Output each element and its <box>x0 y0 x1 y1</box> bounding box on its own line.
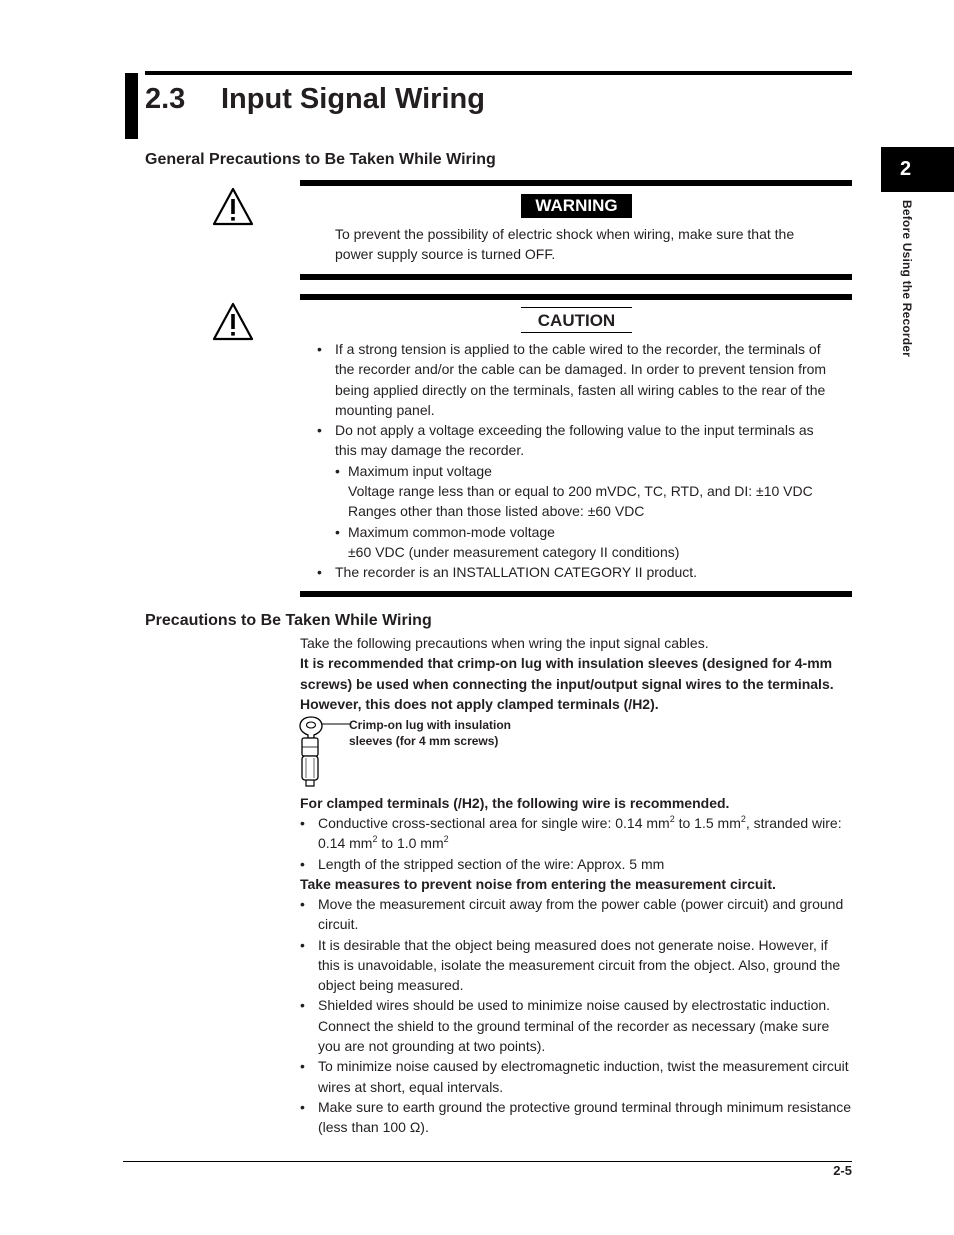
caution-bottom-rule <box>300 591 852 597</box>
precautions-heading: Precautions to Be Taken While Wiring <box>145 612 432 629</box>
footer-rule <box>123 1161 852 1162</box>
caution-list <box>317 339 839 583</box>
list-item: • Length of the stripped section of the wire: Approx. 5 mm <box>300 854 852 874</box>
page-number: 2-5 <box>833 1163 852 1178</box>
lug-caption: Crimp-on lug with insulation sleeves (for 4 mm screws) <box>349 718 511 748</box>
warning-bottom-rule <box>300 274 852 280</box>
recommendation-line2: screws) be used when connecting the input/output signal wires to the terminals. <box>300 675 834 692</box>
list-item: • It is desirable that the object being measured does not generate noise. However, if this is unavoidable, isolate the measurement circuit from the object. Also, ground the object being measured. <box>300 935 852 996</box>
recommendation-line3: However, this does not apply clamped terminals (/H2). <box>300 695 659 712</box>
warning-top-rule <box>300 180 852 186</box>
chapter-tab-label: Before Using the Recorder <box>900 200 914 358</box>
precautions-intro: Take the following precautions when wring the input signal cables. <box>300 635 709 651</box>
list-item: • Do not apply a voltage exceeding the following value to the input terminals as this may damage the recorder. • Maximum input voltage Voltage range less than or equal to 200 mVDC, TC, RTD, and DI: ±10 VDC Ranges other than those listed above: ±60 VDC • Maximum common-mode voltage ±60 VDC (under measurement category II conditions) <box>317 420 839 562</box>
caution-triangle-icon <box>211 301 255 341</box>
list-item: • Conductive cross-sectional area for single wire: 0.14 $mm^2$ to 1.5 $mm^2$, stranded wire: 0.14 $mm^2$ to 1.0 $mm^2$ <box>300 813 852 854</box>
section-number: 2.3 <box>145 83 186 115</box>
clamped-heading: For clamped terminals (/H2), the following wire is recommended. <box>300 795 730 811</box>
section-title: Input Signal Wiring <box>221 83 485 115</box>
warning-text-line2: power supply source is turned OFF. <box>335 246 556 263</box>
warning-triangle-icon <box>211 186 255 226</box>
general-precautions-heading: General Precautions to Be Taken While Wiring <box>145 151 496 168</box>
noise-list <box>300 894 852 1138</box>
list-item: • Maximum input voltage Voltage range less than or equal to 200 mVDC, TC, RTD, and DI: ±10 VDC Ranges other than those listed above: ±60 VDC <box>335 461 839 522</box>
warning-text <box>335 224 845 265</box>
list-item: • The recorder is an INSTALLATION CATEGORY II product. <box>317 562 839 582</box>
noise-heading: Take measures to prevent noise from entering the measurement circuit. <box>300 876 776 892</box>
list-item: • Move the measurement circuit away from the power cable (power circuit) and ground circuit. <box>300 894 852 935</box>
crimp-lug-illustration <box>297 714 351 790</box>
warning-text-line1: To prevent the possibility of electric shock when wiring, make sure that the <box>335 226 795 242</box>
wire-list <box>300 813 852 874</box>
caution-label: CAUTION <box>521 307 632 333</box>
caution-top-rule <box>300 294 852 300</box>
section-marker-bar <box>125 73 138 139</box>
list-item: • Shielded wires should be used to minimize noise caused by electrostatic induction. Connect the shield to the ground terminal of the recorder as necessary (make sure you are not grounding at two points). <box>300 995 852 1056</box>
title-rule <box>145 71 852 75</box>
list-item: • Make sure to earth ground the protective ground terminal through minimum resistance (less than 100 Ω). <box>300 1097 852 1138</box>
list-item: • To minimize noise caused by electromagnetic induction, twist the measurement circuit wires at short, equal intervals. <box>300 1056 852 1097</box>
warning-label: WARNING <box>521 194 632 218</box>
list-item: • Maximum common-mode voltage ±60 VDC (under measurement category II conditions) <box>335 522 839 563</box>
chapter-tab: 2 <box>881 147 954 192</box>
voltage-sublist <box>335 461 839 562</box>
precautions-intro-block <box>300 633 852 714</box>
recommendation-line1: It is recommended that crimp-on lug with insulation sleeves (designed for 4-mm <box>300 655 833 672</box>
list-item: • If a strong tension is applied to the cable wired to the recorder, the terminals of the recorder and/or the cable can be damaged. In order to prevent tension from being applied directly on the terminals, fasten all wiring cables to the rear of the mounting panel. <box>317 339 839 420</box>
